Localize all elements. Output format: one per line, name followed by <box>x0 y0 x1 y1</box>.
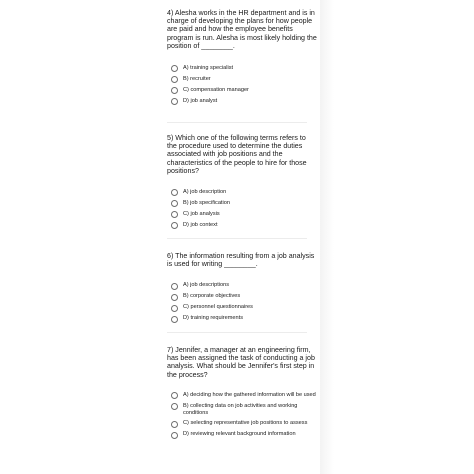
option-label: B) recruiter <box>183 76 211 82</box>
answer-option-b[interactable] <box>167 293 317 300</box>
answer-option-c[interactable] <box>167 87 317 94</box>
option-label: D) reviewing relevant background information <box>183 431 296 438</box>
question-prompt: 6) The information resulting from a job analysis is used for writing ________. <box>167 252 315 269</box>
radio-button[interactable] <box>171 392 178 399</box>
answer-option-c[interactable] <box>167 304 317 311</box>
answer-option-d[interactable] <box>167 222 317 229</box>
radio-button[interactable] <box>171 305 178 312</box>
radio-button[interactable] <box>171 76 178 83</box>
radio-button[interactable] <box>171 98 178 105</box>
option-label: D) job context <box>183 221 218 228</box>
answer-option-a[interactable] <box>167 189 317 196</box>
answer-option-a[interactable] <box>167 392 317 399</box>
option-label: D) training requirements <box>183 315 244 322</box>
answer-option-b[interactable] <box>167 200 317 207</box>
radio-button[interactable] <box>171 294 178 301</box>
radio-button[interactable] <box>171 421 178 428</box>
option-label: B) collecting data on job activities and working conditions <box>183 402 298 416</box>
question-divider <box>167 332 307 333</box>
question-4 <box>167 9 317 109</box>
page-edge-shadow <box>320 0 334 474</box>
option-label: C) job analysis <box>183 210 220 217</box>
answer-option-b[interactable] <box>167 76 317 83</box>
question-prompt: 7) Jennifer, a manager at an engineering firm, has been assigned the task of conducting a job analysis. What should be Jennifer's first step in the process? <box>167 346 315 379</box>
option-label: A) job descriptions <box>183 282 230 289</box>
radio-button[interactable] <box>171 200 178 207</box>
option-label: C) personnel questionnaires <box>183 304 253 311</box>
question-5 <box>167 134 317 233</box>
question-7 <box>167 346 317 442</box>
option-label: B) job specification <box>183 200 230 206</box>
answer-option-c[interactable] <box>167 211 317 218</box>
option-label: B) corporate objectives <box>183 293 241 300</box>
answer-option-c[interactable] <box>167 420 317 427</box>
answer-option-a[interactable] <box>167 65 317 72</box>
option-label: D) job analyst <box>183 97 218 104</box>
answer-option-d[interactable] <box>167 315 317 322</box>
answer-option-d[interactable] <box>167 431 317 438</box>
question-prompt: 4) Alesha works in the HR department and is in charge of developing the plans for how people are paid and how the employee benefits program is run. Alesha is most likely holding the position of ________. <box>167 9 317 50</box>
question-divider <box>167 122 307 123</box>
option-label: C) compensation manager <box>183 86 249 93</box>
radio-button[interactable] <box>171 87 178 94</box>
radio-button[interactable] <box>171 316 178 323</box>
radio-button[interactable] <box>171 403 178 410</box>
radio-button[interactable] <box>171 211 178 218</box>
answer-option-b[interactable] <box>167 403 317 417</box>
question-6 <box>167 252 317 326</box>
question-column <box>155 0 320 474</box>
radio-button[interactable] <box>171 432 178 439</box>
option-label: A) job description <box>183 189 227 196</box>
question-prompt: 5) Which one of the following terms refers to the procedure used to determine the duties associated with job positions and the characteristics of the people to hire for those positions? <box>167 134 307 175</box>
radio-button[interactable] <box>171 189 178 196</box>
question-divider <box>167 238 307 239</box>
radio-button[interactable] <box>171 222 178 229</box>
option-label: A) deciding how the gathered information will be used <box>183 391 316 398</box>
answer-option-d[interactable] <box>167 98 317 105</box>
option-label: C) selecting representative job positions to assess <box>183 420 308 427</box>
answer-option-a[interactable] <box>167 282 317 289</box>
radio-button[interactable] <box>171 65 178 72</box>
option-label: A) training specialist <box>183 65 234 72</box>
radio-button[interactable] <box>171 283 178 290</box>
